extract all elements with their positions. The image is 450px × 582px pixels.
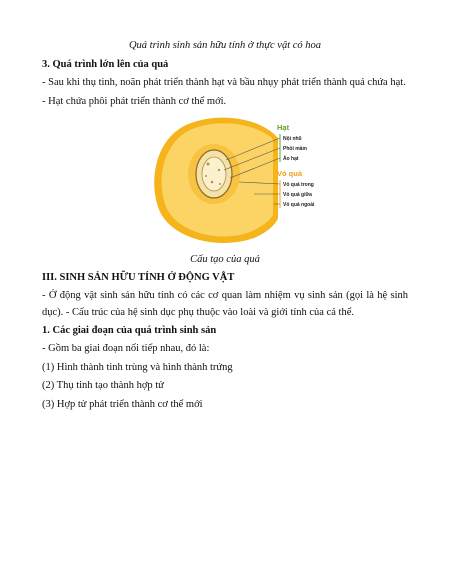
label-hat: Hạt — [277, 123, 290, 132]
subsection1-intro: - Gồm ba giai đoạn nối tiếp nhau, đó là: — [42, 343, 210, 354]
label-ao-hat: Áo hạt — [283, 156, 299, 162]
fruit-structure-figure — [42, 112, 408, 252]
section-iii-heading: III. SINH SẢN HỮU TÍNH Ở ĐỘNG VẬT — [42, 272, 235, 283]
fruit-cross-section-illustration — [146, 112, 316, 252]
stage-item-3: (3) Hợp tử phát triển thành cơ thể mới — [42, 398, 203, 410]
label-phoi-mam: Phôi mầm — [283, 146, 307, 152]
label-vo-qua: Vỏ quả — [277, 169, 303, 178]
section3-heading: 3. Quá trình lớn lên của quả — [42, 59, 169, 70]
fruit-seed-core — [202, 157, 226, 191]
label-vo-qua-ngoai: Vỏ quả ngoài — [283, 202, 315, 208]
stage-item-2: (2) Thụ tinh tạo thành hợp tử — [42, 380, 164, 391]
stage-item-1: (1) Hình thành tinh trùng và hình thành trứng — [42, 361, 233, 373]
document-page — [42, 38, 408, 415]
top-caption: Quá trình sinh sản hữu tính ở thực vật có hoa — [128, 40, 322, 51]
label-noi-nhu: Nội nhũ — [283, 136, 302, 142]
section3-para1: - Sau khi thụ tinh, noãn phát triển thành hạt và bầu nhụy phát triển thành quả chứa hạt. — [42, 77, 406, 88]
label-vo-qua-trong: Vỏ quả trong — [283, 182, 314, 188]
section3-para2: - Hạt chứa phôi phát triển thành cơ thể mới. — [42, 95, 227, 107]
subsection1-heading: 1. Các giai đoạn của quá trình sinh sản — [42, 325, 217, 336]
label-vo-qua-giua: Vỏ quả giữa — [283, 192, 312, 198]
section-iii-para: - Ở động vật sinh sản hữu tính có các cơ quan làm nhiệm vụ sinh sản (gọi là hệ sinh dục). - Cấu trúc của hệ sinh dục phụ thuộc vào loài và giới tính của cá thể. — [42, 290, 408, 318]
figure-caption: Cấu tạo của quả — [190, 254, 260, 265]
